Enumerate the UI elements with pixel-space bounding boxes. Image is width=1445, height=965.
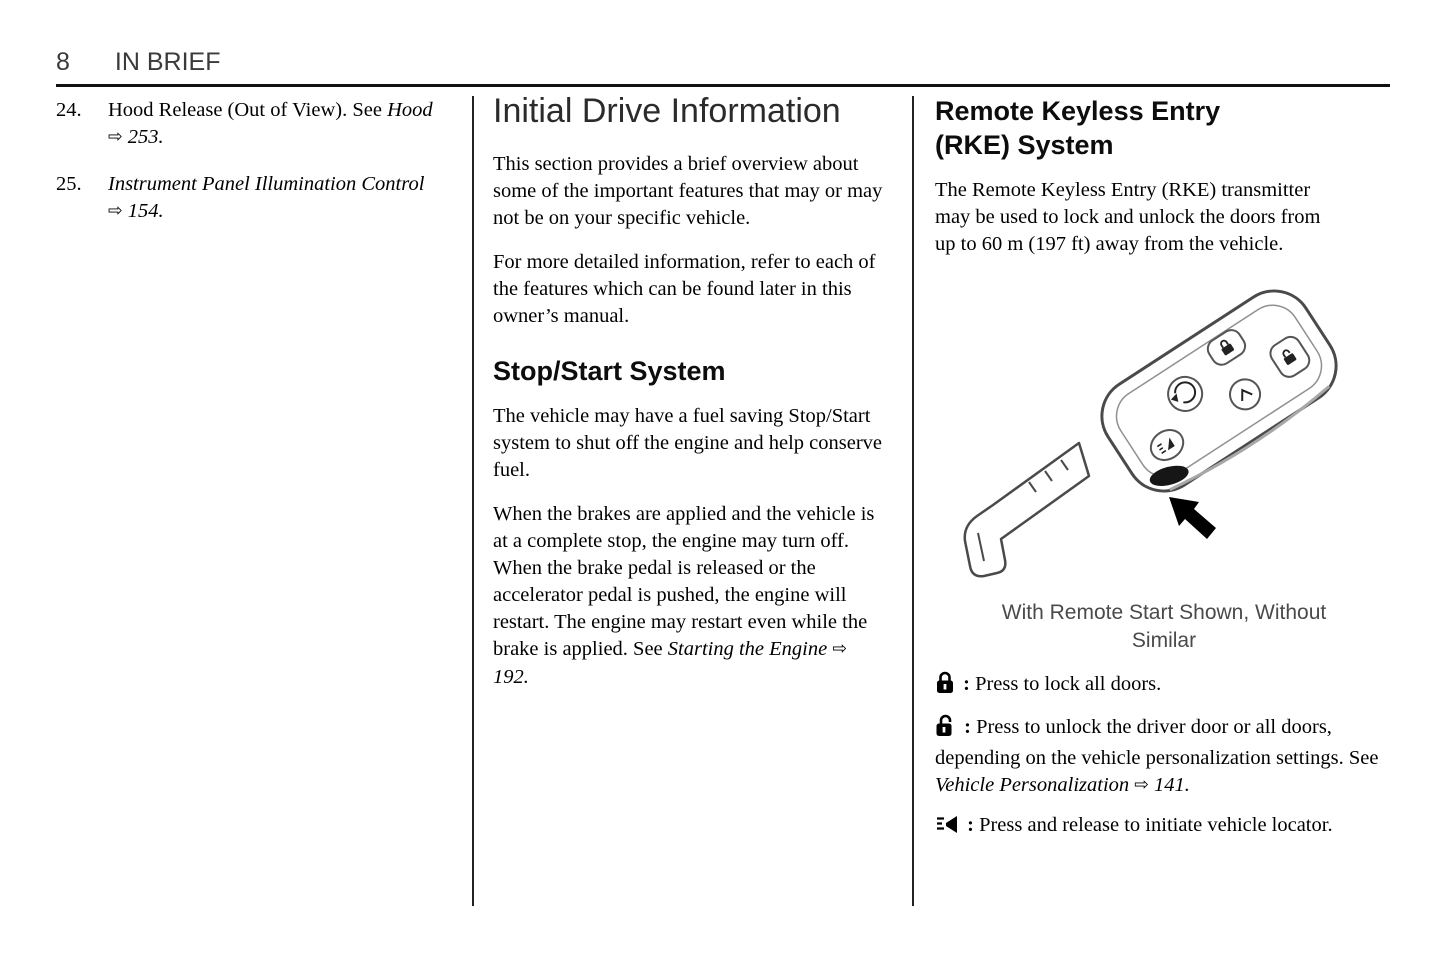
bullet-unlock	[935, 714, 1393, 800]
item-text	[108, 97, 440, 152]
ref-page-number: 192.	[493, 666, 529, 689]
item-number: 24.	[56, 99, 82, 121]
bullet-lock	[935, 671, 1393, 702]
icon-separator: :	[963, 673, 970, 696]
paragraph: This section provides a brief overview about some of the important features that may or may not be on your specific vehicle.	[493, 153, 883, 230]
ref-arrow-icon: ⇨	[832, 639, 847, 660]
bullet-text: Press to unlock the driver door or all doors, depending on the vehicle personalization settings. See	[935, 716, 1379, 770]
item-text-plain: Hood Release (Out of View). See	[108, 99, 382, 121]
page-header	[56, 48, 220, 77]
vehicle-locator-icon	[935, 814, 959, 843]
lock-icon	[935, 671, 955, 702]
ref-arrow-icon: ⇨	[108, 127, 123, 147]
fob-body-drawing	[1087, 276, 1352, 507]
bullet-text: Press to lock all doors.	[975, 673, 1162, 696]
ref-page-number: 141.	[1154, 774, 1190, 797]
cross-reference: Instrument Panel Illumination Control	[108, 173, 425, 195]
paragraph: For more detailed information, refer to each of the features which can be found later in this owner’s manual.	[493, 251, 876, 328]
column-divider-2	[912, 96, 914, 906]
item-text	[108, 171, 440, 226]
unlock-icon	[935, 714, 956, 745]
section-heading-initial-drive: Initial Drive Information	[493, 92, 841, 130]
icon-separator: :	[964, 716, 971, 739]
cross-reference: Starting the Engine	[667, 638, 828, 661]
bullet-locator	[935, 812, 1393, 843]
pointer-arrow	[1169, 497, 1216, 539]
ref-page-number: 154.	[127, 200, 164, 222]
item-number: 25.	[56, 173, 82, 195]
section-title: IN BRIEF	[114, 48, 221, 76]
icon-separator: :	[967, 814, 974, 837]
paragraph-text: When the brakes are applied and the vehicle is at a complete stop, the engine may turn off. When the brake pedal is released or the accelerator pedal is pushed, the engine will restart. The engine may restart even while the brake is applied. See	[493, 503, 875, 661]
subsection-heading-stop-start: Stop/Start System	[493, 356, 726, 387]
paragraph: The Remote Keyless Entry (RKE) transmitter may be used to lock and unlock the doors from up to 60 m (197 ft) away from the vehicle.	[935, 179, 1321, 256]
list-item-24	[56, 97, 461, 152]
figure-caption: With Remote Start Shown, Without Similar	[1001, 601, 1327, 653]
ref-arrow-icon: ⇨	[1134, 775, 1149, 796]
subsection-heading-rke: Remote Keyless Entry (RKE) System	[935, 96, 1221, 161]
ref-page-number: 253.	[127, 126, 164, 148]
cross-reference: Hood	[387, 99, 433, 121]
right-column	[935, 92, 1393, 855]
left-column	[56, 97, 461, 245]
key-fob-drawing	[937, 275, 1377, 597]
key-fob-illustration	[937, 275, 1377, 597]
page-number: 8	[56, 48, 70, 76]
bullet-text: Press and release to initiate vehicle locator.	[979, 814, 1333, 837]
header-rule	[56, 84, 1390, 87]
cross-reference: Vehicle Personalization	[935, 774, 1130, 797]
ref-arrow-icon: ⇨	[108, 201, 123, 221]
paragraph: The vehicle may have a fuel saving Stop/Start system to shut off the engine and help conserve fuel.	[493, 405, 883, 482]
middle-column	[493, 92, 893, 708]
key-blade-drawing	[965, 443, 1089, 576]
column-divider-1	[472, 96, 474, 906]
list-item-25	[56, 171, 461, 226]
paragraph	[493, 501, 885, 691]
